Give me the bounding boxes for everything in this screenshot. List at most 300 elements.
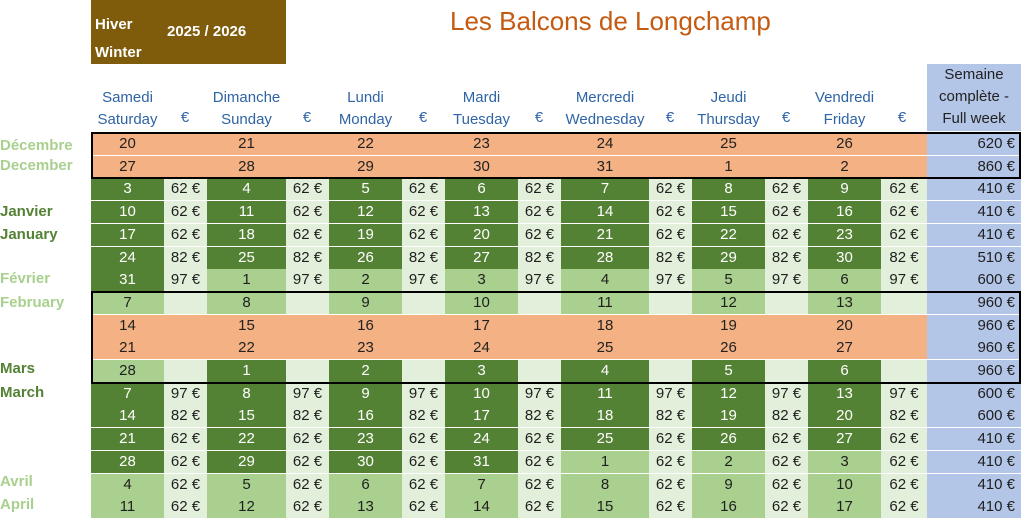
night-price-cell: [518, 156, 561, 178]
day-cell: 17: [808, 496, 881, 518]
day-cell: 9: [329, 383, 402, 405]
euro-header: €: [897, 109, 907, 126]
night-price-cell: 62 €: [649, 224, 692, 246]
month-label-en: December: [0, 157, 73, 174]
night-price-cell: [765, 292, 808, 314]
night-price-cell: 62 €: [164, 474, 207, 496]
day-cell: 2: [329, 360, 402, 382]
day-cell: 5: [329, 178, 402, 200]
month-label-fr: Février: [0, 270, 51, 287]
day-name-en: Wednesday: [565, 111, 645, 128]
night-price-cell: [286, 360, 329, 382]
day-cell: 27: [836, 339, 853, 357]
day-cell: 3: [91, 178, 164, 200]
day-cell: 30: [473, 157, 490, 175]
night-price-cell: 62 €: [518, 451, 561, 473]
night-price-cell: 97 €: [286, 269, 329, 291]
night-price-cell: 97 €: [402, 383, 445, 405]
month-label-en: January: [0, 226, 58, 243]
week-price-cell: 410 €: [927, 224, 1021, 246]
night-price-cell: 62 €: [402, 428, 445, 450]
night-price-cell: 62 €: [164, 201, 207, 223]
day-cell: 15: [692, 201, 765, 223]
night-price-cell: 62 €: [765, 451, 808, 473]
night-price-cell: 97 €: [649, 383, 692, 405]
month-label-en: March: [0, 384, 45, 401]
euro-header: €: [781, 109, 791, 126]
day-cell: 9: [692, 474, 765, 496]
day-name-en: Monday: [338, 111, 393, 128]
page-title: Les Balcons de Longchamp: [450, 6, 771, 36]
day-name-en: Sunday: [221, 111, 272, 128]
day-cell: 7: [561, 178, 649, 200]
day-cell: 25: [561, 428, 649, 450]
day-header: [207, 87, 286, 131]
day-cell: 20: [836, 316, 853, 334]
day-cell: 10: [445, 383, 518, 405]
night-price-cell: [649, 292, 692, 314]
week-price-cell: 620 €: [927, 133, 1021, 155]
night-price-cell: [881, 337, 927, 359]
night-price-cell: 62 €: [164, 428, 207, 450]
day-cell: 9: [329, 292, 402, 314]
week-price-cell: 600 €: [927, 405, 1021, 427]
night-price-cell: [402, 133, 445, 155]
night-price-cell: [881, 133, 927, 155]
day-cell: 4: [561, 360, 649, 382]
night-price-cell: 62 €: [402, 451, 445, 473]
week-header-line: complète -: [938, 88, 1010, 105]
night-price-cell: 82 €: [164, 247, 207, 269]
day-cell: 30: [808, 247, 881, 269]
day-cell: 3: [445, 269, 518, 291]
table-row: [91, 451, 1021, 473]
day-cell: 5: [207, 474, 286, 496]
night-price-cell: 62 €: [286, 428, 329, 450]
day-cell: 30: [329, 451, 402, 473]
night-price-cell: 82 €: [649, 247, 692, 269]
night-price-cell: 62 €: [402, 474, 445, 496]
week-price-cell: 510 €: [927, 247, 1021, 269]
night-price-cell: [649, 156, 692, 178]
day-cell: 29: [207, 451, 286, 473]
table-row: [91, 474, 1021, 496]
table-row: [91, 315, 1021, 337]
night-price-cell: [164, 133, 207, 155]
day-name-fr: Lundi: [347, 89, 384, 106]
night-price-cell: 62 €: [518, 201, 561, 223]
day-cell: 7: [445, 474, 518, 496]
day-cell: 11: [561, 383, 649, 405]
day-cell: 9: [808, 178, 881, 200]
night-price-cell: 62 €: [881, 178, 927, 200]
night-price-cell: [765, 315, 808, 337]
night-price-cell: 82 €: [286, 247, 329, 269]
night-price-cell: [518, 315, 561, 337]
night-price-cell: 82 €: [164, 405, 207, 427]
day-cell: 28: [561, 247, 649, 269]
day-cell: 25: [720, 135, 737, 152]
day-cell: 22: [692, 224, 765, 246]
day-cell: 4: [91, 474, 164, 496]
day-cell: 27: [119, 157, 136, 175]
day-name-fr: Dimanche: [212, 89, 281, 106]
table-row: [91, 292, 1021, 314]
day-cell: 26: [720, 339, 737, 357]
night-price-cell: [518, 360, 561, 382]
day-cell: 13: [808, 383, 881, 405]
night-price-cell: 62 €: [649, 474, 692, 496]
night-price-cell: 82 €: [286, 405, 329, 427]
day-cell: 31: [445, 451, 518, 473]
day-cell: 2: [329, 269, 402, 291]
night-price-cell: [765, 156, 808, 178]
day-cell: 12: [692, 292, 765, 314]
night-price-cell: 82 €: [881, 405, 927, 427]
day-cell: 6: [808, 269, 881, 291]
day-cell: 8: [207, 292, 286, 314]
night-price-cell: 62 €: [518, 224, 561, 246]
night-price-cell: 62 €: [649, 428, 692, 450]
night-price-cell: 62 €: [649, 451, 692, 473]
week-price-cell: 410 €: [927, 201, 1021, 223]
day-cell: 18: [561, 405, 649, 427]
day-cell: 18: [596, 316, 614, 334]
night-price-cell: 97 €: [286, 383, 329, 405]
night-price-cell: 62 €: [881, 474, 927, 496]
night-price-cell: 62 €: [881, 224, 927, 246]
night-price-cell: [402, 292, 445, 314]
day-cell: 22: [357, 135, 374, 152]
day-cell: 6: [445, 178, 518, 200]
night-price-cell: 62 €: [286, 496, 329, 518]
week-price-cell: 860 €: [927, 156, 1021, 178]
night-price-cell: [402, 337, 445, 359]
night-price-cell: 62 €: [286, 224, 329, 246]
night-price-cell: [164, 292, 207, 314]
night-price-cell: 62 €: [286, 451, 329, 473]
day-name-en: Thursday: [697, 111, 760, 128]
night-price-cell: 62 €: [765, 428, 808, 450]
day-header: [692, 87, 765, 131]
table-row: [91, 337, 1021, 359]
night-price-cell: 62 €: [164, 178, 207, 200]
night-price-cell: [286, 133, 329, 155]
night-price-cell: [881, 156, 927, 178]
day-header: [808, 87, 881, 131]
day-cell: 31: [596, 157, 614, 175]
euro-header: €: [180, 109, 190, 126]
euro-header: €: [665, 109, 675, 126]
day-header: [91, 87, 164, 131]
day-cell: 3: [808, 451, 881, 473]
day-cell: 19: [329, 224, 402, 246]
season-fr: Hiver: [95, 16, 133, 33]
day-name-en: Saturday: [97, 111, 158, 128]
day-name-fr: Jeudi: [710, 89, 747, 106]
day-cell: 14: [119, 316, 136, 334]
night-price-cell: 62 €: [402, 201, 445, 223]
day-cell: 24: [91, 247, 164, 269]
night-price-cell: 62 €: [286, 201, 329, 223]
season-years: 2025 / 2026: [167, 23, 247, 40]
day-header: [561, 87, 649, 131]
day-cell: 25: [596, 339, 614, 357]
night-price-cell: 62 €: [402, 178, 445, 200]
day-name-fr: Vendredi: [814, 89, 875, 106]
day-cell: 6: [808, 360, 881, 382]
day-cell: 4: [561, 269, 649, 291]
day-cell: 7: [91, 292, 164, 314]
night-price-cell: [518, 337, 561, 359]
week-price-cell: 410 €: [927, 496, 1021, 518]
week-price-cell: 600 €: [927, 383, 1021, 405]
day-cell: 1: [207, 360, 286, 382]
day-cell: 31: [91, 269, 164, 291]
night-price-cell: 62 €: [164, 496, 207, 518]
day-cell: 2: [840, 157, 849, 175]
day-cell: 28: [238, 157, 255, 175]
day-cell: 21: [119, 339, 136, 357]
day-cell: 29: [692, 247, 765, 269]
night-price-cell: [518, 292, 561, 314]
season-en: Winter: [95, 44, 142, 61]
night-price-cell: 62 €: [765, 201, 808, 223]
night-price-cell: [164, 360, 207, 382]
day-cell: 15: [561, 496, 649, 518]
day-cell: 5: [692, 269, 765, 291]
day-cell: 5: [692, 360, 765, 382]
day-header: [329, 87, 402, 131]
day-cell: 24: [596, 135, 614, 152]
night-price-cell: 62 €: [765, 496, 808, 518]
night-price-cell: [164, 315, 207, 337]
night-price-cell: [286, 337, 329, 359]
night-price-cell: 62 €: [881, 201, 927, 223]
night-price-cell: 97 €: [164, 269, 207, 291]
night-price-cell: 82 €: [402, 405, 445, 427]
day-cell: 26: [329, 247, 402, 269]
day-cell: 15: [238, 316, 255, 334]
night-price-cell: [402, 360, 445, 382]
night-price-cell: 62 €: [286, 474, 329, 496]
day-cell: 2: [692, 451, 765, 473]
day-cell: 12: [329, 201, 402, 223]
day-cell: 16: [808, 201, 881, 223]
day-cell: 14: [91, 405, 164, 427]
table-row: [91, 224, 1021, 246]
night-price-cell: 62 €: [649, 201, 692, 223]
day-cell: 29: [357, 157, 374, 175]
day-cell: 21: [91, 428, 164, 450]
week-price-cell: 960 €: [927, 337, 1021, 359]
night-price-cell: 62 €: [765, 178, 808, 200]
night-price-cell: 62 €: [765, 474, 808, 496]
day-cell: 12: [207, 496, 286, 518]
night-price-cell: 62 €: [649, 496, 692, 518]
day-cell: 21: [561, 224, 649, 246]
night-price-cell: 62 €: [518, 496, 561, 518]
night-price-cell: [164, 337, 207, 359]
day-name-fr: Samedi: [102, 89, 153, 106]
day-cell: 1: [724, 157, 733, 175]
day-cell: 20: [119, 135, 136, 152]
table-row: [91, 383, 1021, 405]
day-cell: 26: [836, 135, 853, 152]
month-label-fr: Avril: [0, 473, 33, 490]
season-box: [91, 0, 286, 64]
day-cell: 10: [91, 201, 164, 223]
day-cell: 1: [561, 451, 649, 473]
day-cell: 22: [238, 339, 255, 357]
day-cell: 10: [445, 292, 518, 314]
night-price-cell: 97 €: [518, 383, 561, 405]
day-cell: 23: [329, 428, 402, 450]
day-cell: 13: [329, 496, 402, 518]
day-cell: 26: [692, 428, 765, 450]
day-cell: 18: [207, 224, 286, 246]
night-price-cell: 82 €: [765, 247, 808, 269]
night-price-cell: 82 €: [402, 247, 445, 269]
night-price-cell: 62 €: [402, 496, 445, 518]
night-price-cell: 62 €: [164, 224, 207, 246]
table-row: [91, 156, 1021, 178]
night-price-cell: 82 €: [881, 247, 927, 269]
night-price-cell: [649, 360, 692, 382]
table-row: [91, 269, 1021, 291]
night-price-cell: 62 €: [164, 451, 207, 473]
day-cell: 23: [808, 224, 881, 246]
day-cell: 16: [357, 316, 374, 334]
day-cell: 28: [91, 451, 164, 473]
week-price-cell: 600 €: [927, 269, 1021, 291]
euro-header: €: [534, 109, 544, 126]
day-cell: 13: [808, 292, 881, 314]
day-cell: 23: [357, 339, 374, 357]
week-header-line: Full week: [942, 110, 1006, 127]
table-row: [91, 247, 1021, 269]
night-price-cell: 62 €: [881, 428, 927, 450]
day-cell: 24: [445, 428, 518, 450]
night-price-cell: 82 €: [518, 405, 561, 427]
full-week-header: [927, 64, 1021, 131]
day-cell: 17: [445, 405, 518, 427]
night-price-cell: 82 €: [649, 405, 692, 427]
night-price-cell: 62 €: [881, 451, 927, 473]
table-row: [91, 428, 1021, 450]
night-price-cell: [286, 156, 329, 178]
day-cell: 19: [720, 316, 737, 334]
night-price-cell: 97 €: [518, 269, 561, 291]
table-row: [91, 405, 1021, 427]
month-label-fr: Mars: [0, 360, 36, 377]
night-price-cell: [881, 292, 927, 314]
day-cell: 25: [207, 247, 286, 269]
table-row: [91, 133, 1021, 155]
night-price-cell: 62 €: [765, 224, 808, 246]
day-cell: 22: [207, 428, 286, 450]
day-cell: 11: [91, 496, 164, 518]
day-cell: 11: [561, 292, 649, 314]
day-name-en: Tuesday: [453, 111, 510, 128]
euro-header: €: [418, 109, 428, 126]
night-price-cell: 62 €: [518, 178, 561, 200]
night-price-cell: 97 €: [649, 269, 692, 291]
night-price-cell: [164, 156, 207, 178]
day-cell: 17: [91, 224, 164, 246]
night-price-cell: [765, 360, 808, 382]
day-name-fr: Mardi: [462, 89, 501, 106]
week-price-cell: 410 €: [927, 428, 1021, 450]
month-label-en: February: [0, 294, 65, 311]
night-price-cell: [649, 133, 692, 155]
night-price-cell: 97 €: [164, 383, 207, 405]
night-price-cell: 62 €: [649, 178, 692, 200]
night-price-cell: [286, 315, 329, 337]
day-cell: 14: [445, 496, 518, 518]
day-cell: 1: [207, 269, 286, 291]
night-price-cell: 62 €: [881, 496, 927, 518]
day-cell: 8: [207, 383, 286, 405]
night-price-cell: 97 €: [765, 383, 808, 405]
table-row: [91, 178, 1021, 200]
night-price-cell: 97 €: [881, 383, 927, 405]
day-header: [445, 87, 518, 131]
day-cell: 13: [445, 201, 518, 223]
night-price-cell: [649, 337, 692, 359]
euro-header: €: [302, 109, 312, 126]
night-price-cell: [765, 337, 808, 359]
night-price-cell: 62 €: [402, 224, 445, 246]
week-price-cell: 960 €: [927, 360, 1021, 382]
day-cell: 8: [561, 474, 649, 496]
day-cell: 17: [473, 316, 490, 334]
month-label-fr: Janvier: [0, 203, 53, 220]
day-cell: 28: [91, 360, 164, 382]
day-cell: 27: [445, 247, 518, 269]
night-price-cell: [402, 315, 445, 337]
day-cell: 23: [473, 135, 490, 152]
night-price-cell: [881, 315, 927, 337]
night-price-cell: [649, 315, 692, 337]
week-price-cell: 960 €: [927, 315, 1021, 337]
night-price-cell: 82 €: [518, 247, 561, 269]
month-label-en: April: [0, 496, 35, 513]
week-price-cell: 410 €: [927, 178, 1021, 200]
table-row: [91, 201, 1021, 223]
table-row: [91, 496, 1021, 518]
day-cell: 24: [473, 339, 490, 357]
month-label-fr: Décembre: [0, 137, 73, 154]
day-name-en: Friday: [823, 111, 866, 128]
day-cell: 20: [445, 224, 518, 246]
night-price-cell: 62 €: [286, 178, 329, 200]
table-row: [91, 360, 1021, 382]
week-price-cell: 960 €: [927, 292, 1021, 314]
night-price-cell: 62 €: [518, 428, 561, 450]
week-header-line: Semaine: [944, 66, 1004, 83]
week-price-cell: 410 €: [927, 474, 1021, 496]
day-cell: 16: [329, 405, 402, 427]
day-cell: 12: [692, 383, 765, 405]
day-cell: 10: [808, 474, 881, 496]
night-price-cell: 62 €: [518, 474, 561, 496]
day-name-fr: Mercredi: [575, 89, 635, 106]
night-price-cell: 82 €: [765, 405, 808, 427]
night-price-cell: [518, 133, 561, 155]
day-cell: 3: [445, 360, 518, 382]
week-price-cell: 410 €: [927, 451, 1021, 473]
